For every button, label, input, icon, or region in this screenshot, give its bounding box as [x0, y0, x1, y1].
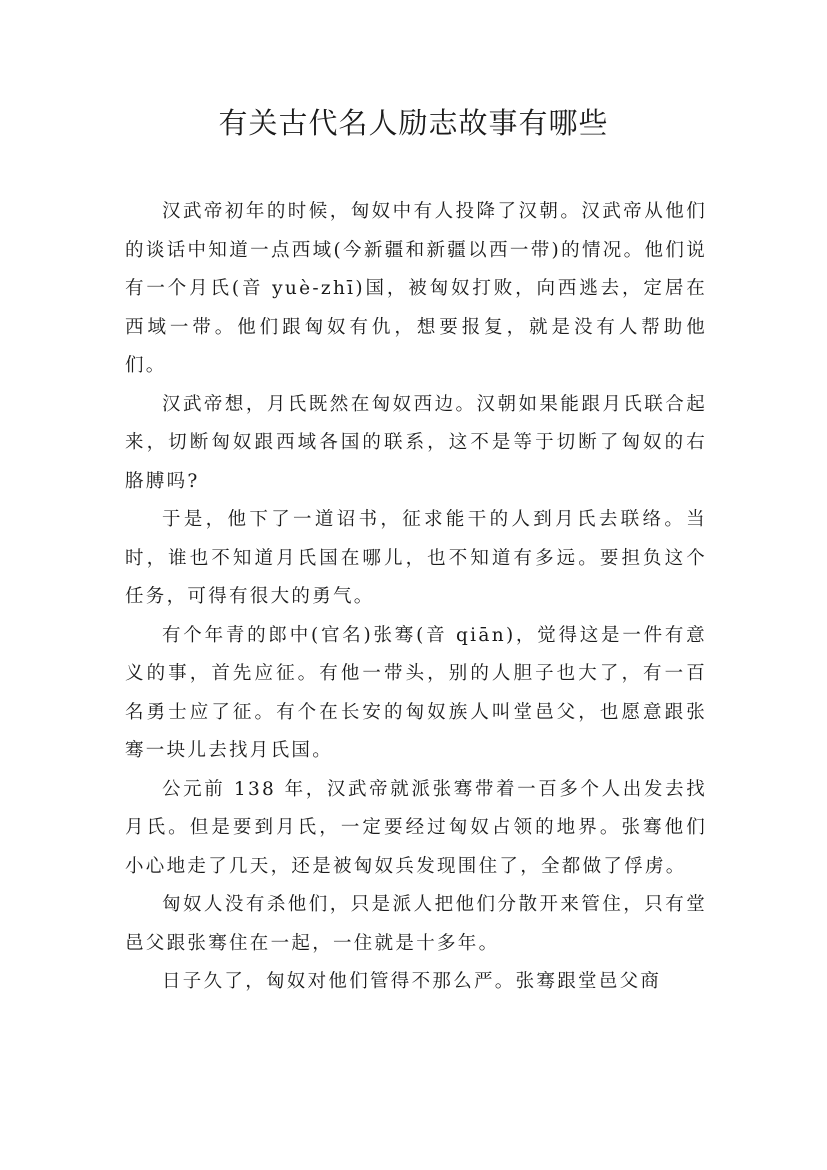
paragraph: 有个年青的郎中(官名)张骞(音 qiān)，觉得这是一件有意义的事，首先应征。有他一带头，别的人胆子也大了，有一百名勇士应了征。有个在长安的匈奴族人叫堂邑父，也愿意跟张骞一块儿去找月氏国。 — [125, 624, 707, 761]
paragraph: 汉武帝初年的时候，匈奴中有人投降了汉朝。汉武帝从他们的谈话中知道一点西域(今新疆和新疆以西一带)的情况。他们说有一个月氏(音 yuè-zhī)国，被匈奴打败，向西逃去，定居在西域一带。他们跟匈奴有仇，想要报复，就是没有人帮助他们。 — [125, 201, 707, 376]
document-title: 有关古代名人励志故事有哪些 — [218, 106, 609, 140]
paragraph: 于是，他下了一道诏书，征求能干的人到月氏去联络。当时，谁也不知道月氏国在哪儿，也不知道有多远。要担负这个任务，可得有很大的勇气。 — [125, 509, 707, 607]
paragraph: 汉武帝想，月氏既然在匈奴西边。汉朝如果能跟月氏联合起来，切断匈奴跟西域各国的联系，这不是等于切断了匈奴的右胳膊吗? — [125, 393, 707, 492]
paragraph: 日子久了，匈奴对他们管得不那么严。张骞跟堂邑父商 — [162, 971, 662, 992]
document-body — [125, 193, 707, 1002]
paragraph: 匈奴人没有杀他们，只是派人把他们分散开来管住，只有堂邑父跟张骞住在一起，一住就是十多年。 — [125, 894, 707, 954]
paragraph: 公元前 138 年，汉武帝就派张骞带着一百多个人出发去找月氏。但是要到月氏，一定要经过匈奴占领的地界。张骞他们小心地走了几天，还是被匈奴兵发现围住了，全都做了俘虏。 — [125, 778, 707, 877]
